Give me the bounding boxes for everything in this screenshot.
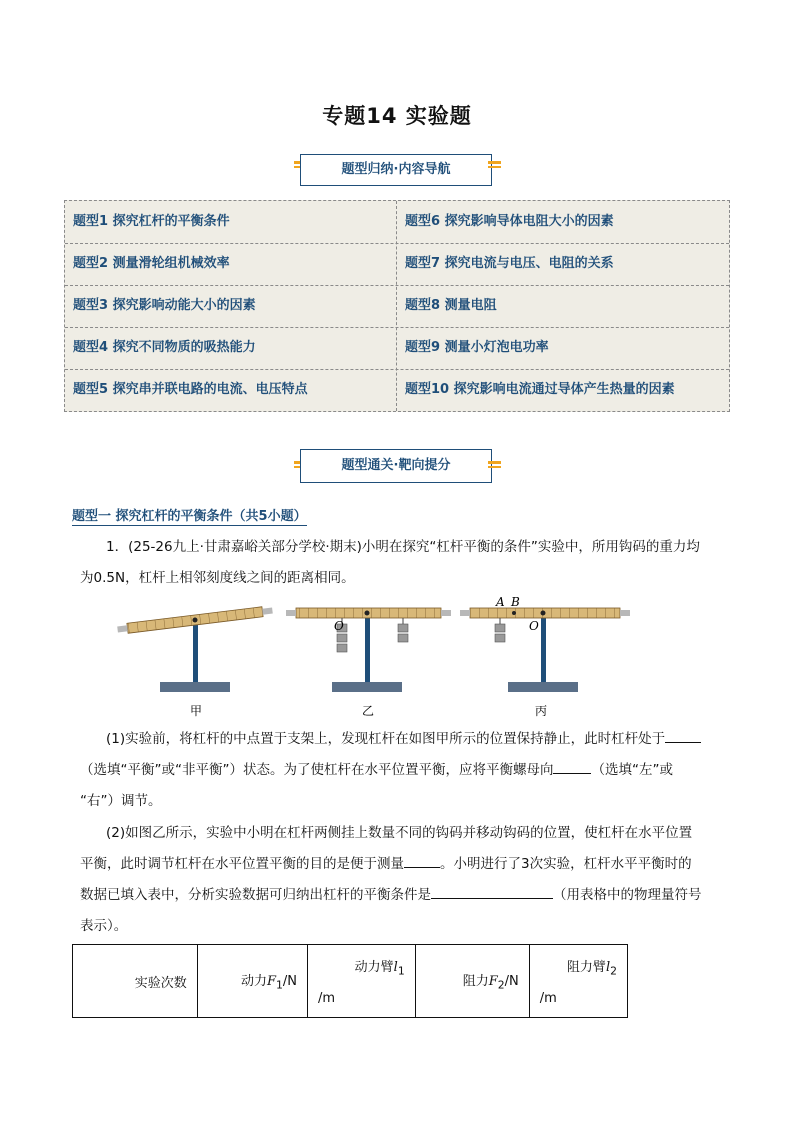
label-B: B	[511, 595, 520, 609]
answer-blank-1[interactable]	[665, 728, 701, 743]
question-1-part1-cont: （选填“平衡”或“非平衡”）状态。为了使杠杆在水平位置平衡，应将平衡螺母向 （选填“左”或	[80, 755, 728, 786]
nav-item-10[interactable]: 题型10 探究影响电流通过导体产生热量的因素	[405, 382, 675, 397]
nav-item-3[interactable]: 题型3 探究影响动能大小的因素	[73, 298, 256, 313]
nav-item-7[interactable]: 题型7 探究电流与电压、电阻的关系	[405, 256, 614, 271]
header-force-2: 阻力$F_2/N$	[415, 945, 529, 1018]
figure-bing	[460, 608, 630, 692]
header-force-1: 动力$F_1/N$	[197, 945, 307, 1018]
experiment-data-table	[72, 944, 628, 1018]
banner2-right-deco	[488, 459, 501, 470]
question-1-part2-cont2: 数据已填入表中，分析实验数据可归纳出杠杆的平衡条件是 （用表格中的物理量符号	[80, 880, 728, 911]
nav-item-4[interactable]: 题型4 探究不同物质的吸热能力	[73, 340, 256, 355]
topic-navigation-table	[64, 200, 730, 412]
figure-jia	[117, 606, 273, 692]
nav-item-1[interactable]: 题型1 探究杠杆的平衡条件	[73, 214, 230, 229]
section-heading: 题型一 探究杠杆的平衡条件（共5小题）	[72, 505, 307, 526]
nav-item-9[interactable]: 题型9 测量小灯泡电功率	[405, 340, 549, 355]
label-A: A	[496, 595, 505, 609]
figure-label-bing: 丙	[535, 704, 548, 718]
question-1-stem: 1．(25-26九上·甘肃嘉峪关部分学校·期末)小明在探究“杠杆平衡的条件”实验中，所用钩码的重力均	[106, 539, 700, 555]
nav-item-8[interactable]: 题型8 测量电阻	[405, 298, 497, 313]
figure-yi	[286, 608, 451, 692]
nav-item-2[interactable]: 题型2 测量滑轮组机械效率	[73, 256, 230, 271]
label-O-bing: O	[529, 619, 539, 633]
header-arm-2: 阻力臂$l_2$ /m	[529, 945, 627, 1018]
stand-pole	[193, 620, 198, 682]
answer-blank-4[interactable]	[431, 884, 553, 899]
label-O-yi: O	[334, 619, 344, 633]
stand-base	[160, 682, 230, 692]
question-1-part2: (2)如图乙所示，实验中小明在杠杆两侧挂上数量不同的钩码并移动钩码的位置，使杠杆在水平位置	[106, 825, 693, 841]
question-1-part2-end: 表示）。	[80, 918, 128, 934]
figure-label-yi: 乙	[362, 704, 375, 718]
question-1-part2-cont: 平衡，此时调节杠杆在水平位置平衡的目的是便于测量 。小明进行了3次实验，杠杆水平平衡时的	[80, 849, 728, 880]
header-arm-1: 动力臂$l_1$ /m	[307, 945, 415, 1018]
question-1-stem-cont: 为0.5N，杠杆上相邻刻度线之间的距离相同。	[80, 570, 355, 586]
lever-figures	[110, 590, 640, 720]
header-trial-number: 实验次数	[73, 945, 198, 1018]
nav-banner: 题型归纳·内容导航	[300, 154, 492, 186]
nav-item-5[interactable]: 题型5 探究串并联电路的电流、电压特点	[73, 382, 308, 397]
figure-label-jia: 甲	[190, 704, 203, 718]
answer-blank-2[interactable]	[553, 759, 591, 774]
answer-blank-3[interactable]	[404, 853, 440, 868]
question-1-part1: (1)实验前，将杠杆的中点置于支架上，发现杠杆在如图甲所示的位置保持静止，此时杠杆处于	[106, 724, 730, 755]
practice-banner: 题型通关·靶向提分	[300, 449, 492, 483]
page-title: 专题14 实验题	[322, 104, 472, 128]
nav-item-6[interactable]: 题型6 探究影响导体电阻大小的因素	[405, 214, 614, 229]
question-1-part1-end: “右”）调节。	[80, 793, 162, 809]
banner-right-deco	[488, 159, 501, 170]
